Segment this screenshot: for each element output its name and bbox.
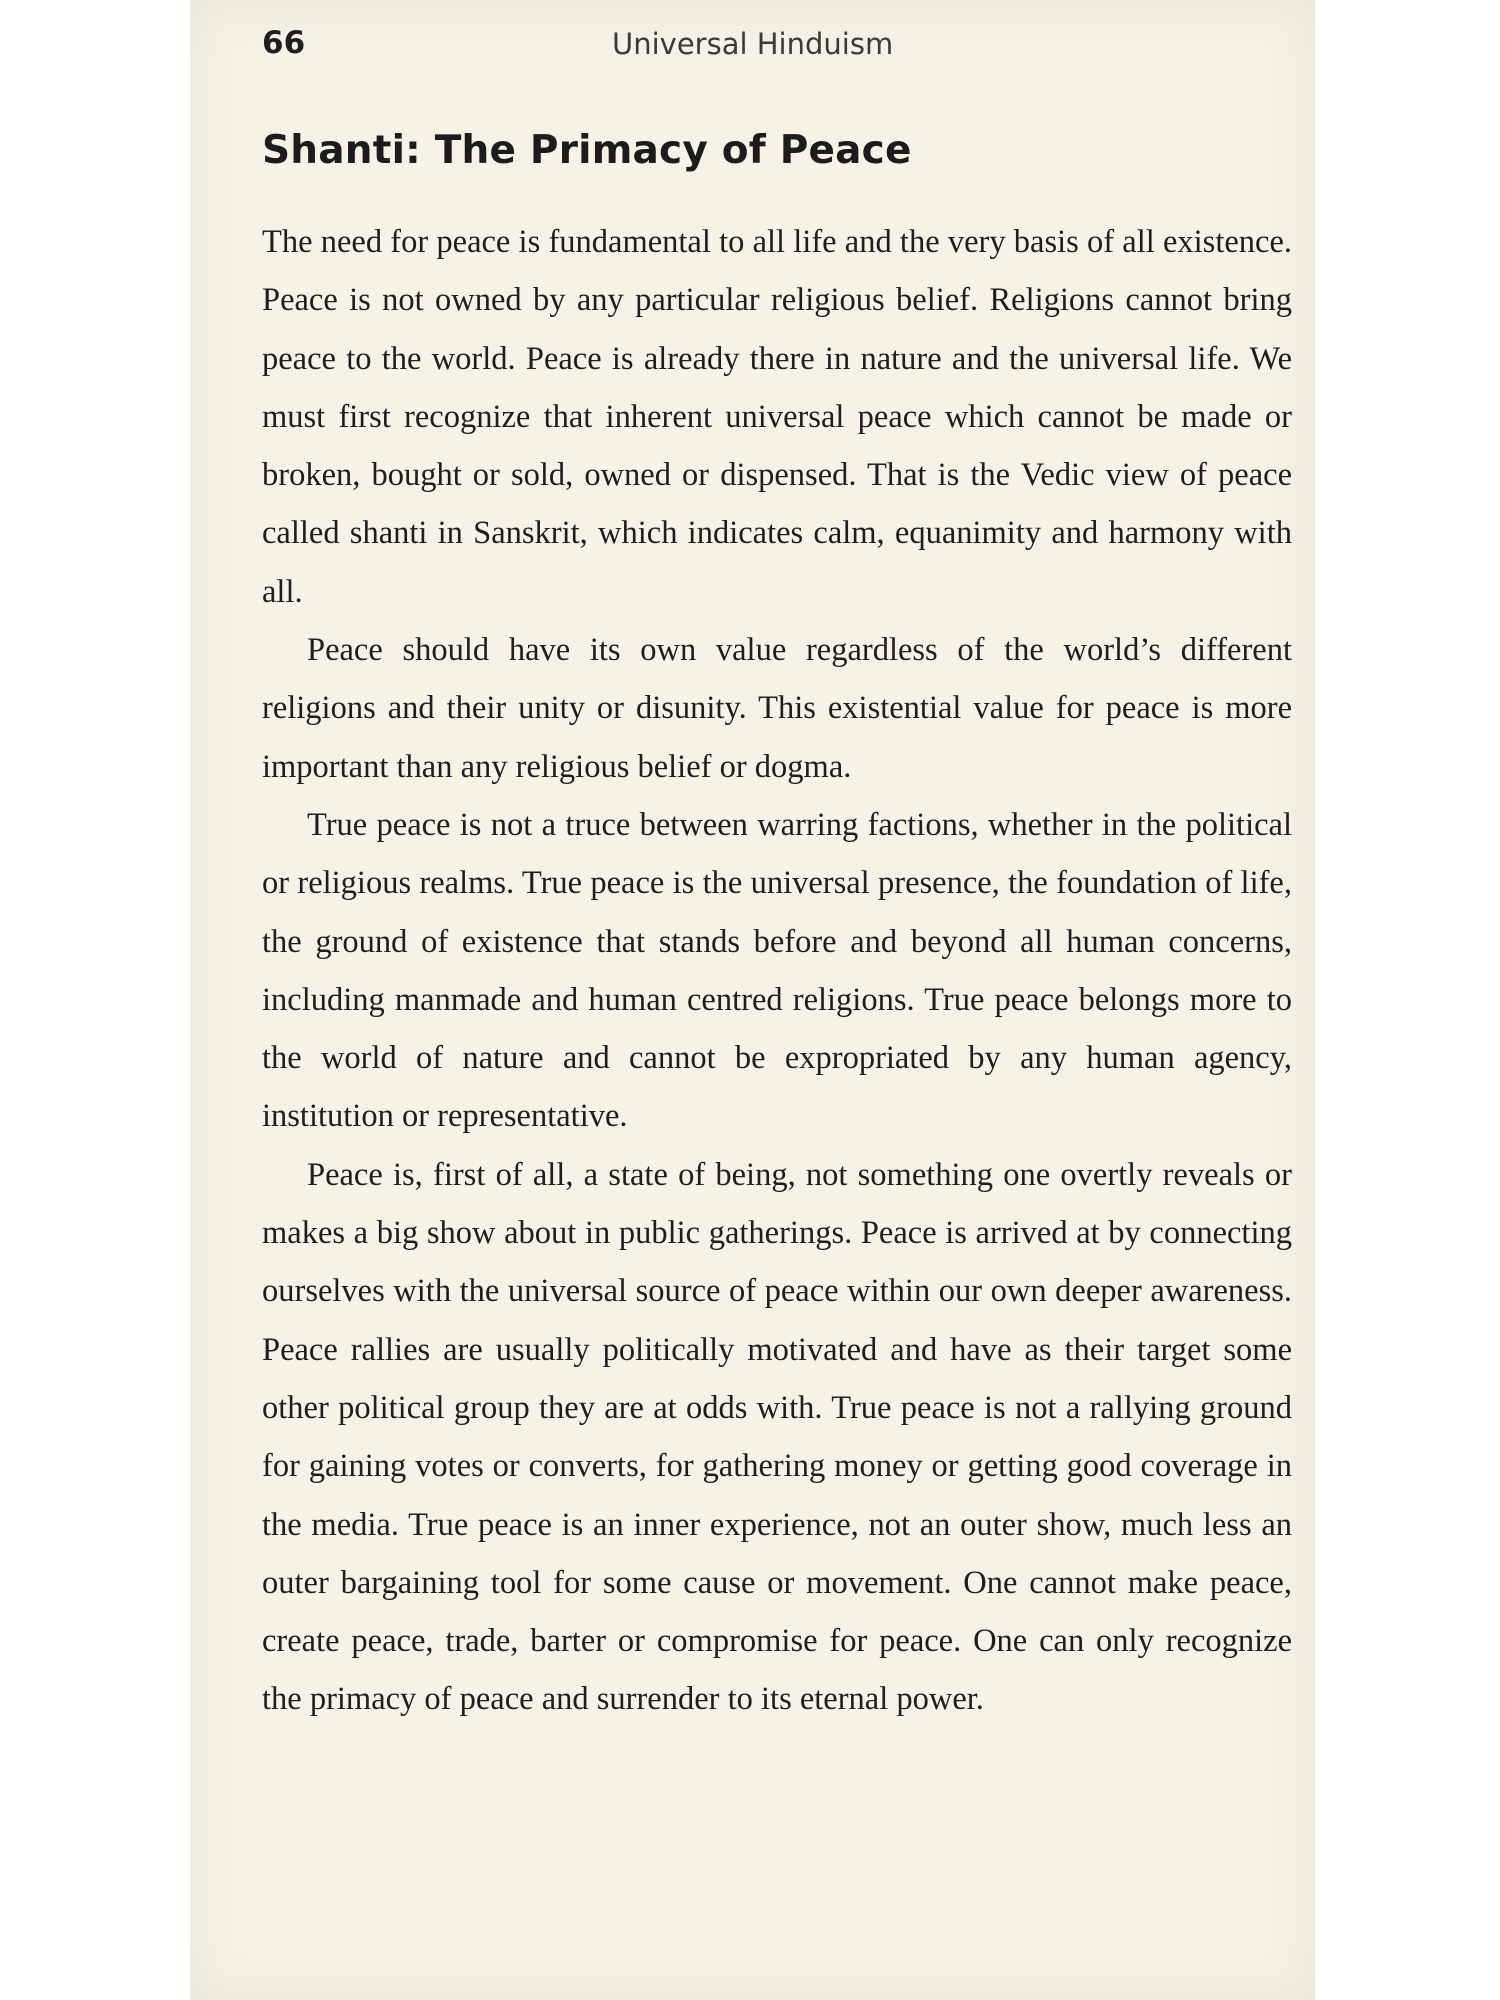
book-page [190, 0, 1315, 2000]
page-header [262, 25, 1302, 70]
body-text [262, 213, 1292, 1729]
page-number: 66 [262, 25, 306, 61]
paragraph-4: Peace is, first of all, a state of being, not something one overtly reveals or makes a big show about in public gatherings. Peace is arrived at by connecting ourselves with the universal source of peace within our own deeper awareness. Peace rallies are usually politically motivated and have as their target some other political group they are at odds with. True peace is not a rallying ground for gaining votes or converts, for gathering money or getting good coverage in the media. True peace is an inner experience, not an outer show, much less an outer bargaining tool for some cause or movement. One cannot make peace, create peace, trade, barter or compromise for peace. One can only recognize the primacy of peace and surrender to its eternal power. [262, 1156, 1292, 1718]
paragraph-3: True peace is not a truce between warring factions, whether in the political or religious realms. True peace is the universal presence, the foundation of life, the ground of existence that stands before and beyond all human concerns, including manmade and human centred religions. True peace belongs more to the world of nature and cannot be expropriated by any human agency, institution or representative. [262, 806, 1292, 1135]
paragraph-1: The need for peace is fundamental to all life and the very basis of all existence. Peace is not owned by any particular religious belief. Religions cannot bring peace to the world. Peace is already there in nature and the universal life. We must first recognize that inherent universal peace which cannot be made or broken, bought or sold, owned or dispensed. That is the Vedic view of peace called shanti in Sanskrit, which indicates calm, equanimity and harmony with all. [262, 224, 1292, 610]
section-heading: Shanti: The Primacy of Peace [262, 128, 912, 173]
paragraph-2: Peace should have its own value regardless of the world’s different religions and their unity or disunity. This existential value for peace is more important than any religious belief or dogma. [262, 632, 1292, 785]
running-head-title: Universal Hinduism [612, 27, 894, 61]
